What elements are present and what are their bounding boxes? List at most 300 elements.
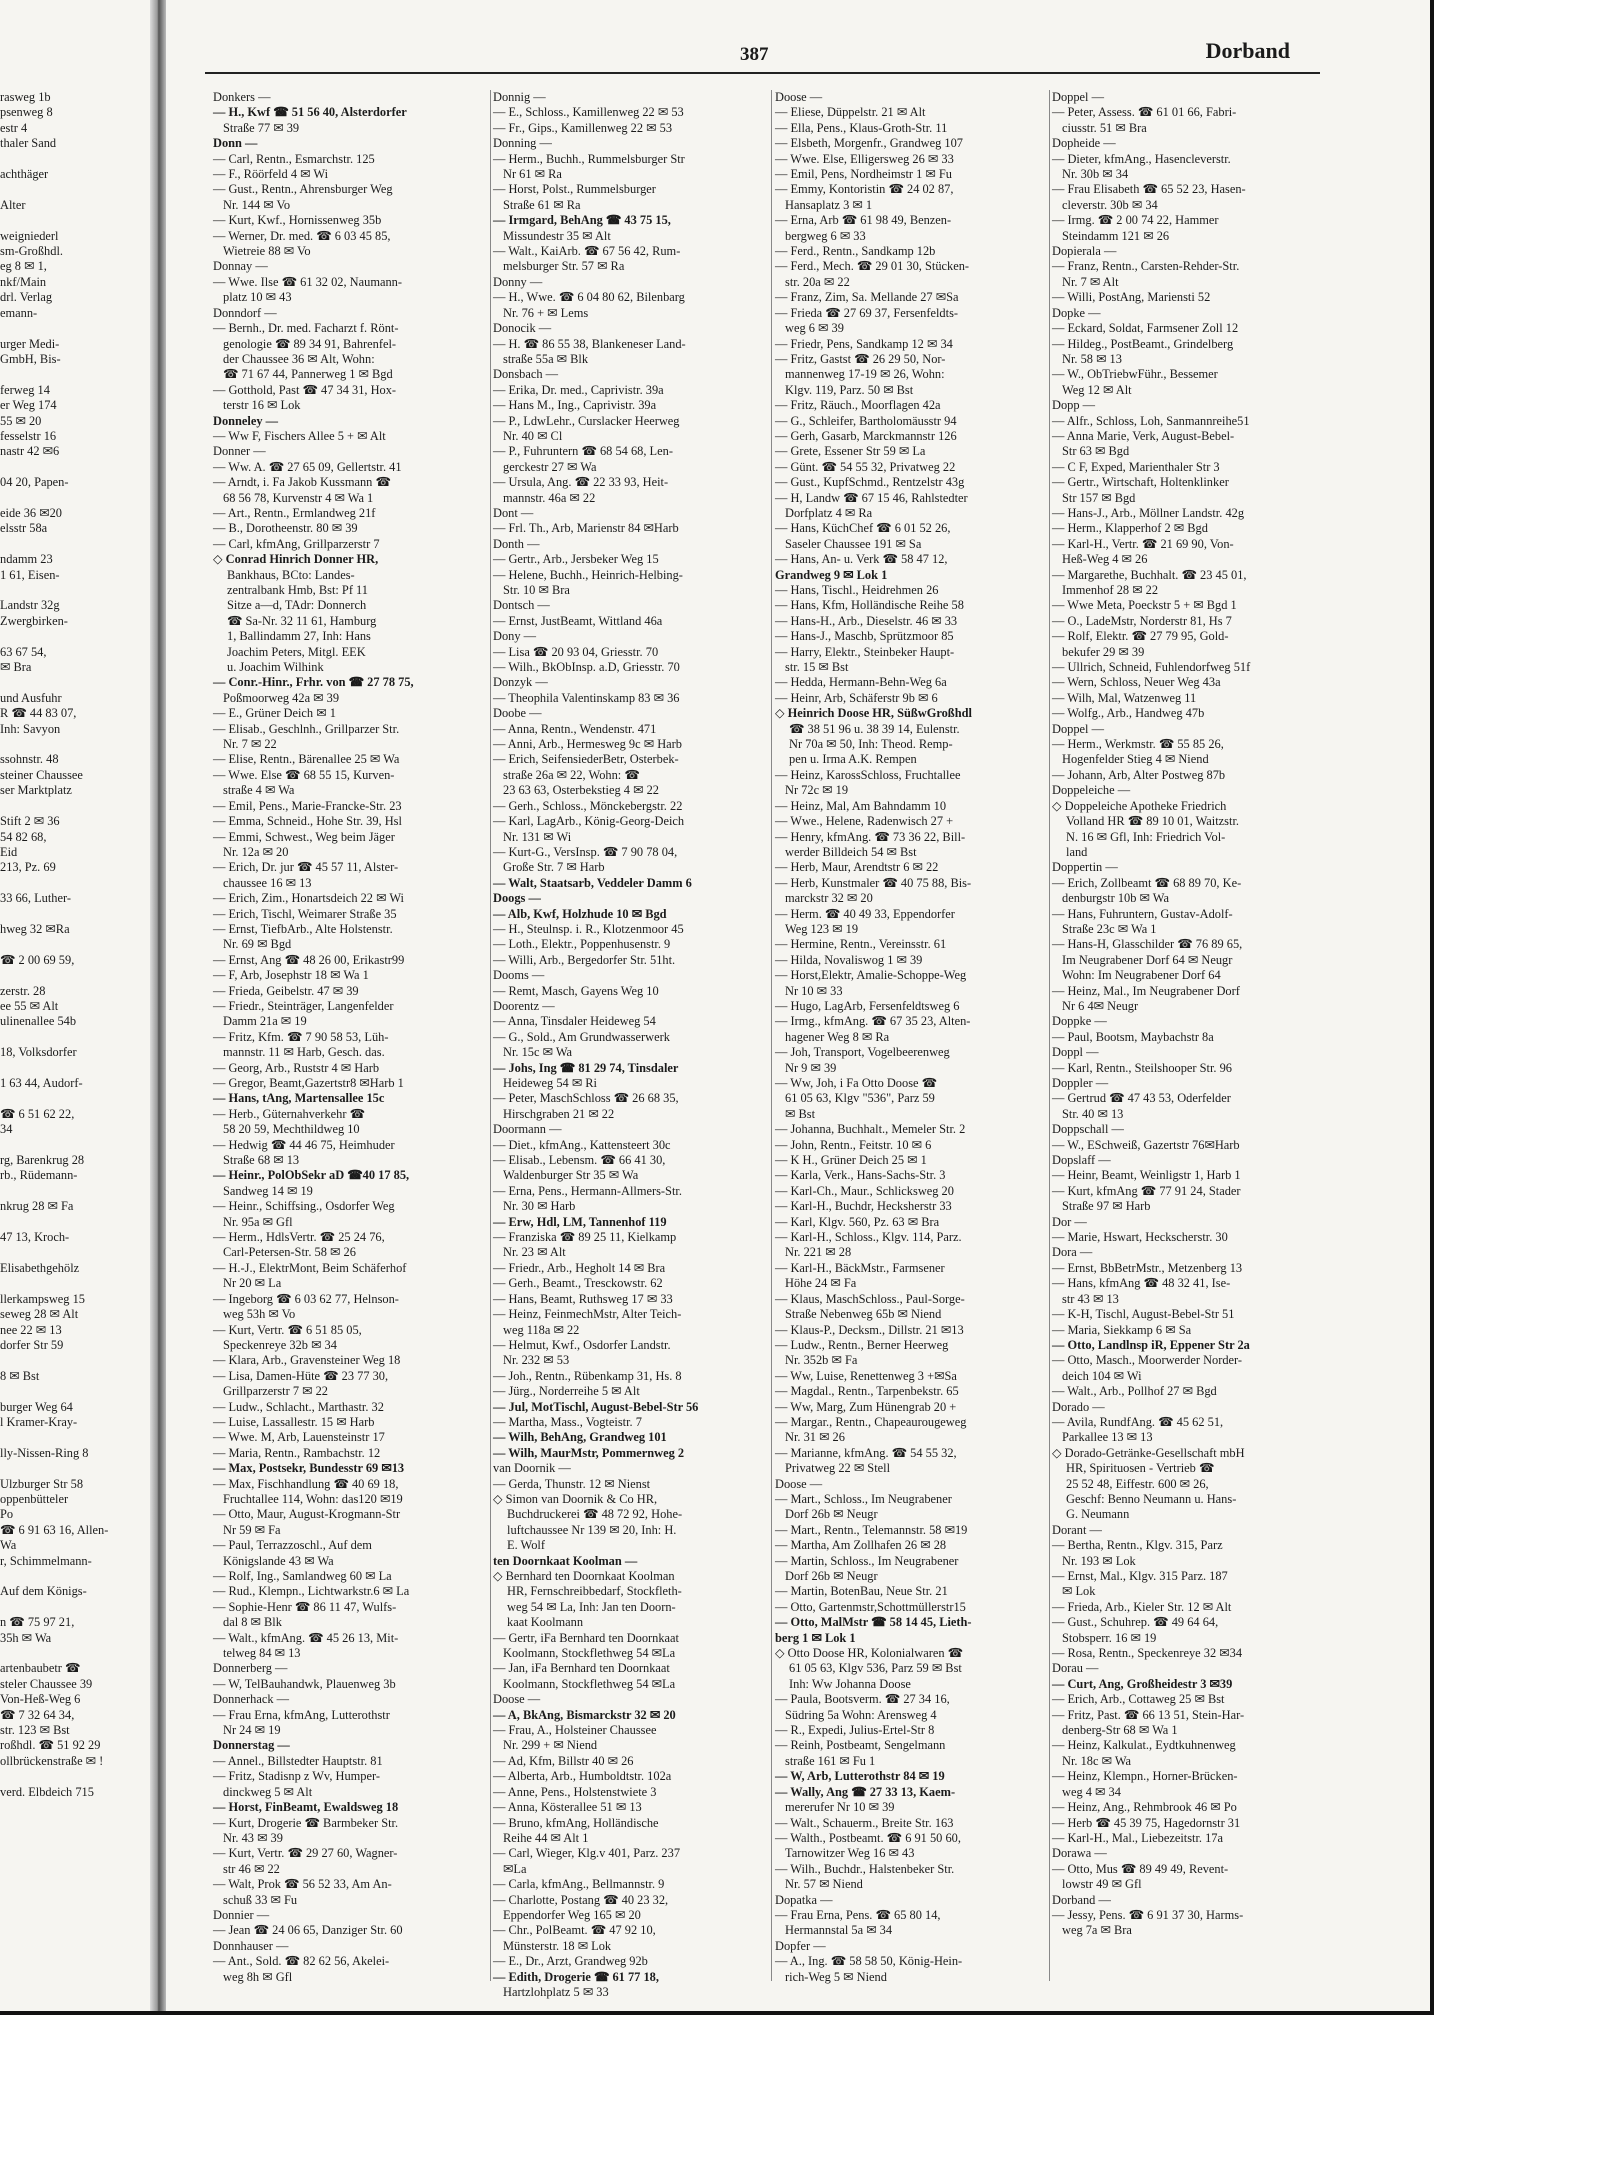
directory-entry-line: ◇ Conrad Hinrich Donner HR, [213,552,379,567]
directory-entry-line: Straße 77 ✉ 39 [223,120,300,135]
surname-heading: Dorawa — [1052,1846,1107,1861]
directory-entry-line: berg 1 ✉ Lok 1 [775,1630,856,1645]
surname-heading: Donnig — [493,90,546,104]
stub-line: weigniederl [0,228,59,243]
directory-entry-line: — Hans, Fuhruntern, Gustav-Adolf- [1052,906,1233,921]
stub-line: 33 66, Luther- [0,891,71,906]
directory-entry-line: — Bernh., Dr. med. Facharzt f. Rönt- [213,321,399,336]
stub-line [0,1276,148,1291]
directory-entry-line: — Chr., PolBeamt. ☎ 47 92 10, [493,1923,656,1938]
stub-line: ndamm 23 [0,552,53,567]
directory-entry-line: — Charlotte, Postang ☎ 40 23 32, [493,1892,669,1907]
stub-line: eg 8 ✉ 1, [0,259,47,274]
directory-entry-line: — Gerda, Thunstr. 12 ✉ Nienst [493,1476,651,1491]
stub-line [0,1384,148,1399]
directory-entry-line: — Fritz, Gastst ☎ 26 29 50, Nor- [775,351,946,366]
directory-entry-line: Nr. 232 ✉ 53 [503,1353,570,1368]
stub-line: 1 63 44, Audorf- [0,1076,83,1090]
directory-entry-line: — Margarethe, Buchhalt. ☎ 23 45 01, [1052,567,1247,582]
directory-entry-line: der Chaussee 36 ✉ Alt, Wohn: [223,351,375,366]
directory-entry-line: weg 8h ✉ Gfl [223,1969,293,1984]
directory-entry-line: — Bertha, Rentn., Klgv. 315, Parz [1052,1538,1223,1553]
directory-entry-line: Nr. 7 ✉ 22 [223,737,277,752]
stub-line: oppenbütteler [0,1491,69,1506]
surname-heading: Doorentz — [493,998,555,1013]
stub-line: estr 4 [0,120,28,135]
directory-entry-line: — Ferd., Mech. ☎ 29 01 30, Stücken- [775,259,970,274]
directory-column-3 [775,90,1058,1991]
directory-entry-line: — Gertr., Arb., Jersbeker Weg 15 [493,552,659,567]
directory-entry-line: Nr. 15c ✉ Wa [503,1045,573,1060]
directory-entry-line: — Friedr., Steinträger, Langenfelder [213,998,394,1013]
directory-entry-line: rich-Weg 5 ✉ Niend [785,1969,887,1984]
surname-heading: Donneley — [213,413,279,428]
directory-entry-line: — Ww, Luise, Renettenweg 3 +✉Sa [775,1368,957,1383]
directory-entry-line: — Jürg., Norderreihe 5 ✉ Alt [493,1384,640,1399]
directory-entry-line: — Herm., Buchh., Rummelsburger Str [493,151,685,166]
directory-entry-line: — Magdal., Rentn., Tarpenbekstr. 65 [775,1384,959,1399]
stub-line [0,1245,148,1260]
directory-entry-line: Straße Nebenweg 65b ✉ Niend [785,1307,942,1322]
directory-entry-line: Reihe 44 ✉ Alt 1 [503,1830,589,1845]
directory-entry-line: — Karl, LagArb., König-Georg-Deich [493,814,685,829]
directory-entry-line: Hermannstal 5a ✉ 34 [785,1923,893,1938]
directory-entry-line: — Jan, iFa Bernhard ten Doornkaat [493,1661,670,1676]
stub-line: ollbrückenstraße ✉ ! [0,1753,104,1768]
directory-entry-line: — Emmy, Kontoristin ☎ 24 02 87, [775,182,954,197]
directory-entry-line: — Anne, Pens., Holstenstwiete 3 [493,1784,657,1799]
surname-heading: Donner — [213,444,266,459]
directory-entry-line: HR, Spirituosen - Vertrieb ☎ [1066,1461,1215,1476]
directory-entry-line: — Hugo, LagArb, Fersenfeldtsweg 6 [775,998,960,1013]
directory-entry-line: — Walt., Schauerm., Breite Str. 163 [775,1815,954,1830]
directory-entry-line: ✉ Bst [785,1106,816,1121]
directory-entry-line: Immenhof 28 ✉ 22 [1062,583,1159,597]
directory-entry-line: — Art., Rentn., Ermlandweg 21f [213,505,376,520]
directory-entry-line: pen u. Irma A.K. Rempen [789,752,917,767]
directory-entry-line: — Emil, Pens., Marie-Francke-Str. 23 [213,798,402,813]
directory-entry-line: — Heinr, Beamt, Weinligstr 1, Harb 1 [1052,1168,1241,1183]
directory-entry-line: — Erna, Pens., Hermann-Allmers-Str. [493,1183,682,1198]
directory-entry-line: Nr. 30 ✉ Harb [503,1199,576,1214]
directory-entry-line: straße 4 ✉ Wa [223,783,295,798]
stub-line: llerkampsweg 15 [0,1291,85,1306]
directory-entry-line: — Ww. A. ☎ 27 65 09, Gellertstr. 41 [213,459,402,474]
stub-line: emann- [0,305,38,320]
directory-entry-line: — Irmg. ☎ 2 00 74 22, Hammer [1052,213,1219,228]
directory-entry-line: — E., Dr., Arzt, Grandweg 92b [493,1954,648,1969]
directory-entry-line: — H., Steulnsp. i. R., Klotzenmoor 45 [493,921,684,936]
stub-line: urger Medi- [0,336,60,351]
directory-entry-line: — Otto, Masch., Moorwerder Norder- [1052,1353,1243,1368]
surname-heading: Doppertin — [1052,860,1118,875]
directory-entry-line: — Frieda ☎ 27 69 37, Fersenfeldts- [775,305,959,320]
directory-entry-line: — Lisa ☎ 20 93 04, Griesstr. 70 [493,644,659,659]
directory-entry-line: Nr. 76 + ✉ Lems [503,305,589,320]
stub-line: ferweg 14 [0,382,50,397]
directory-entry-line: — Karl, Klgv. 560, Pz. 63 ✉ Bra [775,1214,940,1229]
directory-entry-line: Große Str. 7 ✉ Harb [503,860,605,875]
directory-entry-line: — Wwe Meta, Poeckstr 5 + ✉ Bgd 1 [1052,598,1237,613]
directory-entry-line: Grandweg 9 ✉ Lok 1 [775,567,888,582]
directory-entry-line: — Wwe. M, Arb, Lauensteinstr 17 [213,1430,385,1445]
directory-entry-line: weg 54 ✉ La, Inh: Jan ten Doorn- [507,1599,676,1614]
directory-entry-line: Wohn: Im Neugrabener Dorf 64 [1062,968,1221,983]
directory-entry-line: Str 63 ✉ Bgd [1062,444,1130,459]
directory-entry-line: chaussee 16 ✉ 13 [223,875,312,890]
directory-entry-line: — K H., Grüner Deich 25 ✉ 1 [775,1153,927,1168]
stub-line: zerstr. 28 [0,983,46,998]
surname-heading: Dontsch — [493,598,550,613]
directory-entry-line: Nr 72c ✉ 19 [785,783,849,798]
stub-line [0,629,148,644]
directory-entry-line: — Herm. ☎ 40 49 33, Eppendorfer [775,906,955,921]
directory-entry-line: — Friedr., Arb., Hegholt 14 ✉ Bra [493,1260,666,1275]
directory-entry-line: — Kurt, Vertr. ☎ 6 51 85 05, [213,1322,362,1337]
surname-heading: Donn — [213,136,258,151]
directory-entry-line: — Rolf, Ing., Samlandweg 60 ✉ La [213,1569,392,1583]
directory-entry-line: weg 53h ✉ Vo [223,1307,296,1322]
directory-entry-line: — Hans-J., Maschb, Sprützmoor 85 [775,629,954,644]
directory-entry-line: Saseler Chaussee 191 ✉ Sa [785,536,922,551]
directory-column-4 [1052,90,1335,1991]
stub-line [0,537,148,552]
directory-entry-line: — Klara, Arb., Gravensteiner Weg 18 [213,1353,401,1368]
directory-entry-line: — Joh, Transport, Vogelbeerenweg [775,1045,950,1060]
directory-entry-line: — Heinr., Schiffsing., Osdorfer Weg [213,1199,395,1214]
surname-heading: Donnhauser — [213,1938,289,1953]
directory-entry-line: Tarnowitzer Weg 16 ✉ 43 [785,1846,915,1861]
directory-entry-line: Weg 12 ✉ Alt [1062,382,1132,397]
surname-heading: Dopierala — [1052,244,1117,259]
directory-entry-line: — Walth., Postbeamt. ☎ 6 91 50 60, [775,1830,961,1845]
directory-entry-line: Eppendorfer Weg 165 ✉ 20 [503,1907,641,1922]
surname-heading: Donth — [493,536,540,551]
stub-line [0,152,148,167]
directory-entry-line: — Peter, MaschSchloss ☎ 26 68 35, [493,1091,679,1106]
directory-entry-line: — E., Schloss., Kamillenweg 22 ✉ 53 [493,105,684,120]
directory-entry-line: — Maria, Siekkamp 6 ✉ Sa [1052,1322,1192,1337]
stub-line [0,491,148,506]
stub-line: 18, Volksdorfer [0,1045,77,1060]
directory-entry-line: — Erna, Arb ☎ 61 98 49, Benzen- [775,213,952,228]
directory-entry-line: — Fr., Gips., Kamillenweg 22 ✉ 53 [493,120,673,135]
directory-entry-line: — Emma, Schneid., Hohe Str. 39, Hsl [213,814,402,829]
directory-entry-line: dinckweg 5 ✉ Alt [223,1784,313,1799]
directory-entry-line: werder Billdeich 54 ✉ Bst [785,844,917,859]
directory-entry-line: — Georg, Arb., Ruststr 4 ✉ Harb [213,1060,380,1075]
directory-entry-line: — Ernst, Ang ☎ 48 26 00, Erikastr99 [213,952,405,967]
directory-entry-line: — Heinz, Klempn., Horner-Brücken- [1052,1769,1238,1784]
stub-line: thaler Sand [0,136,57,151]
surname-heading: Donnerstag — [213,1738,290,1753]
surname-heading: ten Doornkaat Koolman — [493,1553,638,1568]
stub-line: 34 [0,1122,13,1137]
stub-line: Landstr 32g [0,598,60,613]
directory-entry-line: — Werner, Dr. med. ☎ 6 03 45 85, [213,228,391,243]
directory-entry-line: — Ernst, TiefbArb., Alte Holstenstr. [213,921,393,936]
directory-entry-line: — Hans-J., Arb., Möllner Landstr. 42g [1052,505,1245,520]
directory-entry-line: — W., ESchweiß, Gazertstr 76✉Harb [1052,1137,1240,1152]
directory-entry-line: — Fritz, Stadisnp z Wv, Humper- [213,1769,381,1784]
directory-entry-line: deich 104 ✉ Wi [1062,1368,1142,1383]
directory-entry-line: genologie ☎ 89 34 91, Bahrenfel- [223,336,397,351]
directory-entry-line: — Otto, MalMstr ☎ 58 14 45, Lieth- [775,1615,972,1630]
directory-entry-line: Joachim Peters, Mitgl. EEK [227,644,366,659]
directory-entry-line: — E., Grüner Deich ✉ 1 [213,706,336,721]
directory-entry-line: — Jul, MotTischl, August-Bebel-Str 56 [493,1399,699,1414]
directory-entry-line: Nr. 352b ✉ Fa [785,1353,858,1368]
directory-entry-line: — Hermine, Rentn., Vereinsstr. 61 [775,937,947,952]
directory-entry-line: — Otto, Landlnsp iR, Eppener Str 2a [1052,1337,1250,1352]
stub-line [0,583,148,598]
directory-entry-line: — K-H, Tischl, August-Bebel-Str 51 [1052,1307,1235,1322]
directory-entry-line: Geschf: Benno Neumann u. Hans- [1066,1491,1237,1506]
directory-entry-line: Str 157 ✉ Bgd [1062,490,1136,505]
directory-entry-line: — Walt., KaiArb. ☎ 67 56 42, Rum- [493,244,681,259]
directory-entry-line: denberg-Str 68 ✉ Wa 1 [1062,1723,1178,1738]
directory-entry-line: Damm 21a ✉ 19 [223,1014,307,1029]
directory-entry-line: ☎ Sa-Nr. 32 11 61, Hamburg [227,613,377,628]
directory-entry-line: — Hans, Beamt, Ruthsweg 17 ✉ 33 [493,1291,673,1306]
directory-entry-line: HR, Fernschreibbedarf, Stockfleth- [507,1584,682,1599]
directory-entry-line: — Willi, PostAng, Mariensti 52 [1052,290,1211,305]
directory-entry-line: — Carl, Rentn., Esmarchstr. 125 [213,151,375,166]
directory-entry-line: — Anna Marie, Verk, August-Bebel- [1052,428,1235,443]
directory-entry-line: telweg 84 ✉ 13 [223,1646,301,1661]
directory-entry-line: Straße 97 ✉ Harb [1062,1199,1151,1214]
directory-entry-line: Straße 23c ✉ Wa 1 [1062,921,1157,936]
directory-entry-line: — Hedda, Hermann-Behn-Weg 6a [775,675,947,690]
directory-entry-line: hagener Weg 8 ✉ Ra [785,1029,890,1044]
directory-entry-line: Nr. 57 ✉ Niend [785,1877,863,1892]
directory-entry-line: Straße 61 ✉ Ra [503,197,581,212]
directory-entry-line: Südring 5a Wohn: Arensweg 4 [785,1707,937,1722]
directory-entry-line: E. Wolf [507,1538,546,1553]
directory-entry-line: Sitze a—d, TAdr: Donnerch [227,598,367,613]
surname-heading: Dooms — [493,968,545,983]
directory-entry-line: — Ernst, Mal., Klgv. 315 Parz. 187 [1052,1569,1228,1583]
directory-entry-line: — Edith, Drogerie ☎ 61 77 18, [493,1969,659,1984]
directory-column-1 [213,90,496,1991]
directory-entry-line: — Mart., Schloss., Im Neugrabener [775,1491,952,1506]
stub-line [0,460,148,475]
directory-entry-line: — Frau, A., Holsteiner Chaussee [493,1723,657,1738]
stub-line: Ulzburger Str 58 [0,1476,84,1491]
directory-entry-line: — Harry, Elektr., Steinbeker Haupt- [775,644,955,659]
directory-entry-line: platz 10 ✉ 43 [223,290,292,305]
directory-entry-line: Höhe 24 ✉ Fa [785,1276,857,1291]
surname-heading: Doose — [775,90,823,104]
directory-entry-line: str. 15 ✉ Bst [785,660,849,675]
directory-entry-line: Nr. 58 ✉ 13 [1062,351,1122,366]
directory-entry-line: — Marie, Hswart, Heckscherstr. 30 [1052,1230,1228,1245]
directory-entry-line: — Wwe., Helene, Radenwisch 27 + [775,814,954,829]
directory-entry-line: — P., LdwLehr., Curslacker Heerweg [493,413,680,428]
directory-entry-line: ciusstr. 51 ✉ Bra [1062,120,1147,135]
directory-entry-line: — Klaus-P., Decksm., Dillstr. 21 ✉13 [775,1322,964,1337]
directory-entry-line: — Hans, An- u. Verk ☎ 58 47 12, [775,552,948,567]
directory-entry-line: Klgv. 119, Parz. 50 ✉ Bst [785,382,914,397]
directory-entry-line: Sandweg 14 ✉ 19 [223,1183,313,1198]
stub-line [0,321,148,336]
directory-entry-line: — Fritz, Räuch., Moorflagen 42a [775,398,941,413]
directory-entry-line: Fruchtallee 114, Wohn: das120 ✉19 [223,1491,403,1506]
directory-entry-line: — Luise, Lassallestr. 15 ✉ Harb [213,1414,375,1429]
stub-line [0,1769,148,1784]
directory-entry-line: — A, BkAng, Bismarckstr 32 ✉ 20 [493,1707,676,1722]
directory-entry-line: — Ullrich, Schneid, Fuhlendorfweg 51f [1052,660,1251,675]
directory-entry-line: u. Joachim Wilhink [227,660,324,675]
directory-entry-line: — Emil, Pens, Nordheimstr 1 ✉ Fu [775,167,952,182]
directory-entry-line: Parkallee 13 ✉ 13 [1062,1430,1153,1445]
directory-entry-line: — Marianne, kfmAng. ☎ 54 55 32, [775,1445,957,1460]
directory-entry-line: 25 52 48, Eiffestr. 600 ✉ 26, [1066,1476,1209,1491]
directory-entry-line: — Elise, Rentn., Bärenallee 25 ✉ Wa [213,752,400,767]
directory-entry-line: Hartzlohplatz 5 ✉ 33 [503,1984,609,1999]
directory-entry-line: — Fritz, Kfm. ☎ 7 90 58 53, Lüh- [213,1029,389,1044]
directory-entry-line: — Horst, FinBeamt, Ewaldsweg 18 [213,1800,399,1815]
directory-entry-line: — Wilh, MaurMstr, Pommernweg 2 [493,1445,685,1460]
directory-entry-line: Im Neugrabener Dorf 64 ✉ Neugr [1062,952,1233,967]
directory-entry-line: Nr 70a ✉ 50, Inh: Theod. Remp- [789,737,953,752]
surname-heading: Doose — [775,1476,823,1491]
directory-entry-line: — Ludw., Schlacht., Marthastr. 32 [213,1399,384,1414]
stub-line: 213, Pz. 69 [0,860,56,875]
stub-line: dorfer Str 59 [0,1337,64,1352]
stub-line: eide 36 ✉20 [0,505,62,520]
directory-entry-line: 61 05 63, Klgv "536", Parz 59 [785,1091,935,1106]
directory-entry-line: Nr. 144 ✉ Vo [223,197,291,212]
stub-line [0,737,148,752]
directory-entry-line: Privatweg 22 ✉ Stell [785,1461,891,1476]
directory-entry-line: — Walt., Arb., Pollhof 27 ✉ Bgd [1052,1384,1217,1399]
directory-entry-line: — Kurt, Kwf., Hornissenweg 35b [213,213,382,228]
directory-entry-line: — Irmg., kfmAng. ☎ 67 35 23, Alten- [775,1014,971,1029]
directory-entry-line: — Gertr, iFa Bernhard ten Doornkaat [493,1630,679,1645]
directory-entry-line: — H. ☎ 86 55 38, Blankeneser Land- [493,336,686,351]
stub-line: Auf dem Königs- [0,1584,87,1599]
directory-entry-line: — Karl, Rentn., Steilshooper Str. 96 [1052,1060,1232,1075]
surname-heading: Doormann — [493,1122,562,1137]
directory-entry-line: Hirschgraben 21 ✉ 22 [503,1106,615,1121]
stub-line: 55 ✉ 20 [0,413,42,428]
directory-entry-line: — Loth., Elektr., Poppenhusenstr. 9 [493,937,671,952]
directory-entry-line: — B., Dorotheenstr. 80 ✉ 39 [213,521,358,536]
stub-line: nkf/Main [0,274,47,289]
stub-line: n ☎ 75 97 21, [0,1615,75,1630]
directory-entry-line: — Heinz, KarossSchloss, Fruchtallee [775,767,961,782]
directory-entry-line: — Gregor, Beamt,Gazertstr8 ✉Harb 1 [213,1076,404,1090]
directory-entry-line: Nr. 95a ✉ Gfl [223,1214,293,1229]
directory-entry-line: — Anna, Tinsdaler Heideweg 54 [493,1014,656,1029]
directory-entry-line: — Wilh., Buchdr., Halstenbeker Str. [775,1861,955,1876]
directory-entry-line: — Herm., Klapperhof 2 ✉ Bgd [1052,521,1208,536]
directory-entry-line: — Jessy, Pens. ☎ 6 91 37 30, Harms- [1052,1907,1244,1922]
directory-entry-line: — Hans-H., Arb., Dieselstr. 46 ✉ 33 [775,613,958,628]
directory-entry-line: — Gerh., Beamt., Tresckowstr. 62 [493,1276,663,1291]
surname-heading: Donning — [493,136,552,151]
stub-line: ☎ 6 91 63 16, Allen- [0,1522,109,1537]
directory-entry-line: Nr. 69 ✉ Bgd [223,937,292,952]
directory-entry-line: — A., Ing. ☎ 58 58 50, König-Hein- [775,1954,963,1969]
stub-line: 47 13, Kroch- [0,1230,70,1245]
directory-entry-line: luftchaussee Nr 139 ✉ 20, Inh: H. [507,1522,677,1537]
directory-entry-line: — Herm., HdlsVertr. ☎ 25 24 76, [213,1230,385,1245]
directory-entry-line: — Helene, Buchh., Heinrich-Helbing- [493,567,683,582]
stub-line: 8 ✉ Bst [0,1368,40,1383]
directory-entry-line: — Erich, Dr. jur ☎ 45 57 11, Alster- [213,860,399,875]
surname-heading: Donsbach — [493,367,559,382]
directory-entry-line: — Hans, Tischl., Heidrehmen 26 [775,583,939,597]
stub-line [0,876,148,891]
directory-entry-line: — Ludw., Rentn., Berner Heerweg [775,1337,949,1352]
stub-line [0,675,148,690]
directory-entry-line: — Emmi, Schwest., Weg beim Jäger [213,829,395,844]
directory-entry-line: — Gerh., Schloss., Mönckebergstr. 22 [493,798,683,813]
directory-entry-line: ◇ Otto Doose HR, Kolonialwaren ☎ [775,1646,964,1661]
directory-entry-line: Str. 10 ✉ Bra [503,583,570,597]
directory-entry-line: — Frau Elisabeth ☎ 65 52 23, Hasen- [1052,182,1246,197]
directory-entry-line: — Reinh, Postbeamt, Sengelmann [775,1738,946,1753]
directory-entry-line: — Franz, Rentn., Carsten-Rehder-Str. [1052,259,1240,274]
directory-entry-line: — Karl-H., Schloss., Klgv. 114, Parz. [775,1230,962,1245]
directory-entry-line: — Hans, KüchChef ☎ 6 01 52 26, [775,521,951,536]
directory-entry-line: weg 4 ✉ 34 [1062,1784,1121,1799]
directory-entry-line: Buchdruckerei ☎ 48 72 92, Hohe- [507,1507,683,1522]
directory-entry-line: — Kurt, kfmAng ☎ 77 91 24, Stader [1052,1183,1241,1198]
surname-heading: Dorado — [1052,1399,1105,1414]
directory-entry-line: — Remt, Masch, Gayens Weg 10 [493,983,659,998]
surname-heading: Dopheide — [1052,136,1116,151]
directory-entry-line: ◇ Dorado-Getränke-Gesellschaft mbH [1052,1445,1245,1460]
directory-entry-line: — W, TelBauhandwk, Plauenweg 3b [213,1676,396,1691]
directory-entry-line: — Kurt, Vertr. ☎ 29 27 60, Wagner- [213,1846,398,1861]
directory-entry-line: — Kurt, Drogerie ☎ Barmbeker Str. [213,1815,399,1830]
stub-line: Wa [0,1538,17,1553]
directory-entry-line: — Herb., Güternahverkehr ☎ [213,1106,366,1121]
directory-entry-line: Koolmann, Stockflethweg 54 ✉La [503,1676,676,1691]
directory-entry-line: — Gerh, Gasarb, Marckmannstr 126 [775,428,957,443]
stub-line: verd. Elbdeich 715 [0,1784,94,1799]
directory-entry-line: lowstr 49 ✉ Gfl [1062,1877,1142,1892]
directory-entry-line: Poßmoorweg 42a ✉ 39 [223,690,340,705]
directory-entry-line: — Gertrud ☎ 47 43 53, Oderfelder [1052,1091,1231,1106]
stub-line: sm-Großhdl. [0,244,63,259]
directory-entry-line: — Elisab., Lebensm. ☎ 66 41 30, [493,1153,666,1168]
directory-entry-line: straße 161 ✉ Fu 1 [785,1753,876,1768]
stub-line: nkrug 28 ✉ Fa [0,1199,74,1214]
stub-line [0,1353,148,1368]
surname-heading: Doppke — [1052,1014,1107,1029]
stub-line: drl. Verlag [0,290,53,305]
directory-entry-line: Heideweg 54 ✉ Ri [503,1076,598,1090]
directory-entry-line: Nr 9 ✉ 39 [785,1060,837,1075]
stub-line [0,1646,148,1661]
directory-entry-line: — Joh., Rentn., Rübenkamp 31, Hs. 8 [493,1368,682,1383]
directory-entry-line: — Gust., KupfSchmd., Rentzelstr 43g [775,475,965,490]
directory-entry-line: — Ww, Joh, i Fa Otto Doose ☎ [775,1076,938,1090]
stub-line: Stift 2 ✉ 36 [0,814,60,829]
directory-entry-line: Steindamm 121 ✉ 26 [1062,228,1170,243]
directory-entry-line: N. 16 ✉ Gfl, Inh: Friedrich Vol- [1066,829,1226,844]
directory-entry-line: Nr. 40 ✉ Cl [503,428,563,443]
directory-entry-line: ✉ Lok [1062,1584,1096,1599]
directory-entry-line: — Klaus, MaschSchloss., Paul-Sorge- [775,1291,965,1306]
directory-entry-line: — Max, Postsekr, Bundesstr 69 ✉13 [213,1461,405,1476]
directory-entry-line: — Johs, Ing ☎ 81 29 74, Tinsdaler [493,1060,679,1075]
directory-entry-line: — Peter, Assess. ☎ 61 01 66, Fabri- [1052,105,1237,120]
